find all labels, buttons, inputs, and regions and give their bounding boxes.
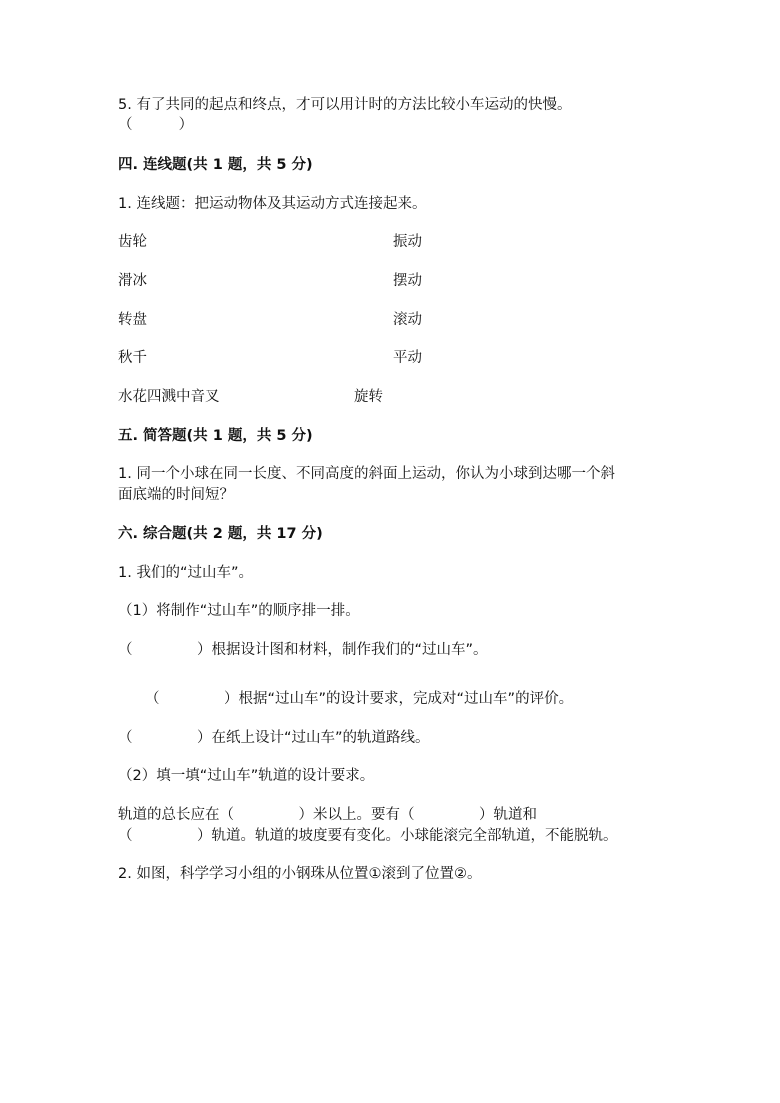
section-6-q1-part1: （1）将制作“过山车”的顺序排一排。 — [118, 603, 360, 619]
match-right-item: 平动 — [393, 350, 422, 366]
question-5-answer-paren: （ ） — [118, 117, 194, 133]
order-step-c: （ ）在纸上设计“过山车”的轨道路线。 — [118, 730, 430, 746]
order-step-a: （ ）根据设计图和材料，制作我们的“过山车”。 — [118, 642, 488, 658]
section-5-question-line1: 1. 同一个小球在同一长度、不同高度的斜面上运动，你认为小球到达哪一个斜 — [118, 466, 615, 482]
section-5-heading: 五. 简答题(共 1 题，共 5 分) — [118, 428, 313, 444]
match-right-item: 旋转 — [354, 389, 383, 405]
section-4-heading: 四. 连线题(共 1 题，共 5 分) — [118, 157, 313, 173]
match-left-item: 转盘 — [118, 312, 147, 328]
question-5-text: 5. 有了共同的起点和终点，才可以用计时的方法比较小车运动的快慢。 — [118, 97, 572, 113]
match-left-item: 齿轮 — [118, 234, 147, 250]
match-right-item: 振动 — [393, 234, 422, 250]
section-6-q2-title: 2. 如图，科学学习小组的小钢珠从位置①滚到了位置②。 — [118, 866, 482, 882]
section-5-question-line2: 面底端的时间短？ — [118, 487, 234, 503]
order-step-b: （ ）根据“过山车”的设计要求，完成对“过山车”的评价。 — [145, 691, 574, 707]
section-6-q1-part2: （2）填一填“过山车”轨道的设计要求。 — [118, 768, 375, 784]
match-left-item: 秋千 — [118, 350, 147, 366]
fill-line-1: 轨道的总长应在（ ）米以上。要有（ ）轨道和 — [118, 807, 538, 823]
match-right-item: 滚动 — [393, 312, 422, 328]
fill-line-2: （ ）轨道。轨道的坡度要有变化。小球能滚完全部轨道，不能脱轨。 — [118, 828, 618, 844]
section-6-q1-title: 1. 我们的“过山车”。 — [118, 565, 253, 581]
section-6-heading: 六. 综合题(共 2 题，共 17 分) — [118, 526, 323, 542]
match-left-item: 滑冰 — [118, 273, 147, 289]
section-4-question: 1. 连线题：把运动物体及其运动方式连接起来。 — [118, 196, 427, 212]
match-right-item: 摆动 — [393, 273, 422, 289]
match-left-item: 水花四溅中音叉 — [118, 389, 220, 405]
